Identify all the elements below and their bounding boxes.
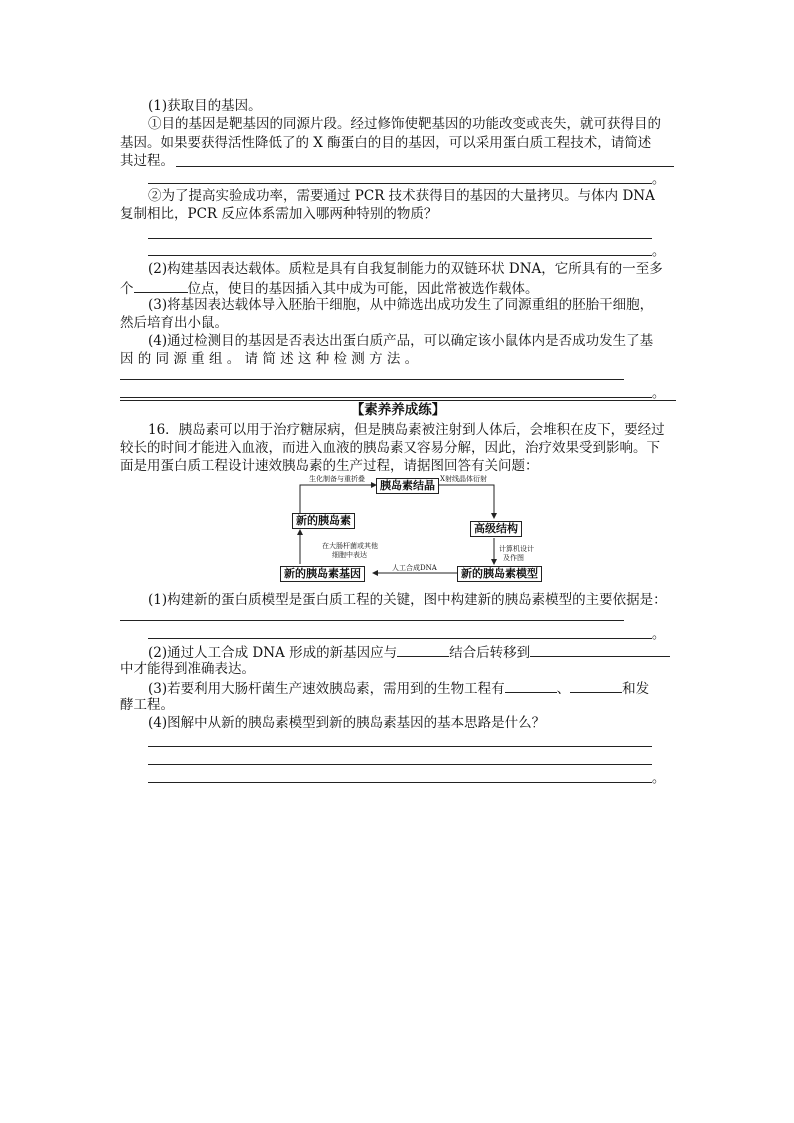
q15-part3-line1: (3)将基因表达载体导入胚胎干细胞，从中筛选出成功发生了同源重组的胚胎干细胞，: [148, 297, 654, 313]
q16-part2-mid: 结合后转移到: [449, 645, 531, 661]
answer-line[interactable]: [120, 620, 624, 621]
q15-part2-prefix: 个: [120, 281, 134, 297]
box-new-insulin: 新的胰岛素: [292, 513, 355, 529]
q15-part4-line1: (4)通过检测目的基因是否表达出蛋白质产品，可以确定该小鼠体内是否成功发生了基: [148, 333, 654, 349]
fill-blank[interactable]: [397, 642, 449, 657]
label-computer-1: 计算机设计: [499, 545, 534, 553]
answer-line[interactable]: [148, 183, 652, 184]
answer-line[interactable]: [120, 379, 624, 380]
q16-part4: (4)图解中从新的胰岛素模型到新的胰岛素基因的基本思路是什么？: [148, 715, 546, 731]
q15-part2-line1: (2)构建基因表达载体。质粒是具有自我复制能力的双链环状 DNA，它所具有的一至多: [148, 261, 663, 277]
q16-part3-line1: [148, 678, 649, 698]
period-mark: 。: [652, 627, 666, 642]
q15-part1-a-line2: 基因。如果要获得活性降低了的 X 酶蛋白的目的基因，可以采用蛋白质工程技术，请简述: [120, 135, 652, 151]
answer-line[interactable]: [176, 166, 674, 167]
q16-part3-suffix: 和发: [622, 681, 650, 697]
label-computer-2: 及作图: [503, 554, 524, 562]
label-synthesis: 生化制备与重折叠: [309, 475, 365, 483]
insulin-engineering-diagram: [280, 475, 570, 587]
q16-part2-line2: 中才能得到准确表达。: [120, 661, 255, 677]
q16-stem-line1: 16．胰岛素可以用于治疗糖尿病，但是胰岛素被注射到人体后，会堆积在皮下，要经过: [148, 422, 665, 438]
box-new-insulin-gene: 新的胰岛素基因: [280, 566, 365, 582]
q15-part4-line2: 因 的 同 源 重 组 。 请 简 述 这 种 检 测 方 法 。: [120, 351, 419, 367]
q16-part1: (1)构建新的蛋白质模型是蛋白质工程的关键，图中构建新的胰岛素模型的主要依据是：: [148, 592, 667, 608]
answer-line[interactable]: [148, 638, 652, 639]
box-new-insulin-model: 新的胰岛素模型: [457, 566, 542, 582]
q15-part2-line2: [120, 278, 539, 298]
period-mark: 。: [652, 771, 666, 786]
fill-blank[interactable]: [134, 278, 188, 293]
q15-part1-a-line1: ①目的基因是靶基因的同源片段。经过修饰使靶基因的功能改变或丧失，就可获得目的: [148, 116, 661, 132]
q16-stem-line2: 较长的时间才能进入血液，而进入血液的胰岛素又容易分解，因此，治疗效果受到影响。下: [120, 440, 660, 456]
q15-part1-b-line2: 复制相比，PCR 反应体系需加入哪两种特别的物质？: [120, 206, 438, 222]
q16-part2-line1: [148, 642, 670, 662]
fill-blank[interactable]: [570, 678, 622, 693]
answer-line[interactable]: [148, 746, 652, 747]
q16-part3-prefix: (3)若要利用大肠杆菌生产速效胰岛素，需用到的生物工程有: [148, 681, 505, 697]
q16-part3-sep: 、: [556, 681, 571, 697]
arrow-to-crystal: [300, 485, 376, 513]
q15-part1-a-line3: 其过程。: [120, 153, 174, 169]
period-mark: 。: [652, 172, 666, 187]
q15-part2-suffix: 位点，使目的基因插入其中成为可能，因此常被选作载体。: [187, 281, 539, 297]
fill-blank[interactable]: [530, 642, 670, 657]
q15-part3-line2: 然后培育出小鼠。: [120, 315, 228, 331]
arrow-to-advanced: [437, 485, 494, 518]
label-artificial-dna: 人工合成DNA: [392, 564, 437, 572]
period-mark: 。: [652, 386, 666, 401]
answer-line[interactable]: [120, 397, 652, 398]
q16-part3-line2: 酵工程。: [120, 697, 174, 713]
answer-line[interactable]: [148, 764, 652, 765]
box-insulin-crystal: 胰岛素结晶: [376, 478, 439, 494]
label-express-1: 在大肠杆菌或其他: [322, 542, 378, 550]
answer-line[interactable]: [148, 238, 652, 239]
answer-line[interactable]: [148, 782, 652, 783]
section-header: 【素养养成练】: [350, 402, 446, 418]
period-mark: 。: [652, 244, 666, 259]
q15-part1-heading: (1)获取目的基因。: [148, 98, 262, 114]
q16-part2-prefix: (2)通过人工合成 DNA 形成的新基因应与: [148, 645, 398, 661]
box-advanced-structure: 高级结构: [470, 521, 522, 537]
q15-part1-b-line1: ②为了提高实验成功率，需要通过 PCR 技术获得目的基因的大量拷贝。与体内 DNA: [148, 188, 655, 204]
fill-blank[interactable]: [505, 678, 557, 693]
label-express-2: 细胞中表达: [332, 551, 367, 559]
label-xray: X射线晶体衍射: [440, 475, 487, 483]
q16-stem-line3: 面是用蛋白质工程设计速效胰岛素的生产过程，请据图回答有关问题：: [120, 458, 539, 474]
answer-line[interactable]: [148, 255, 652, 256]
